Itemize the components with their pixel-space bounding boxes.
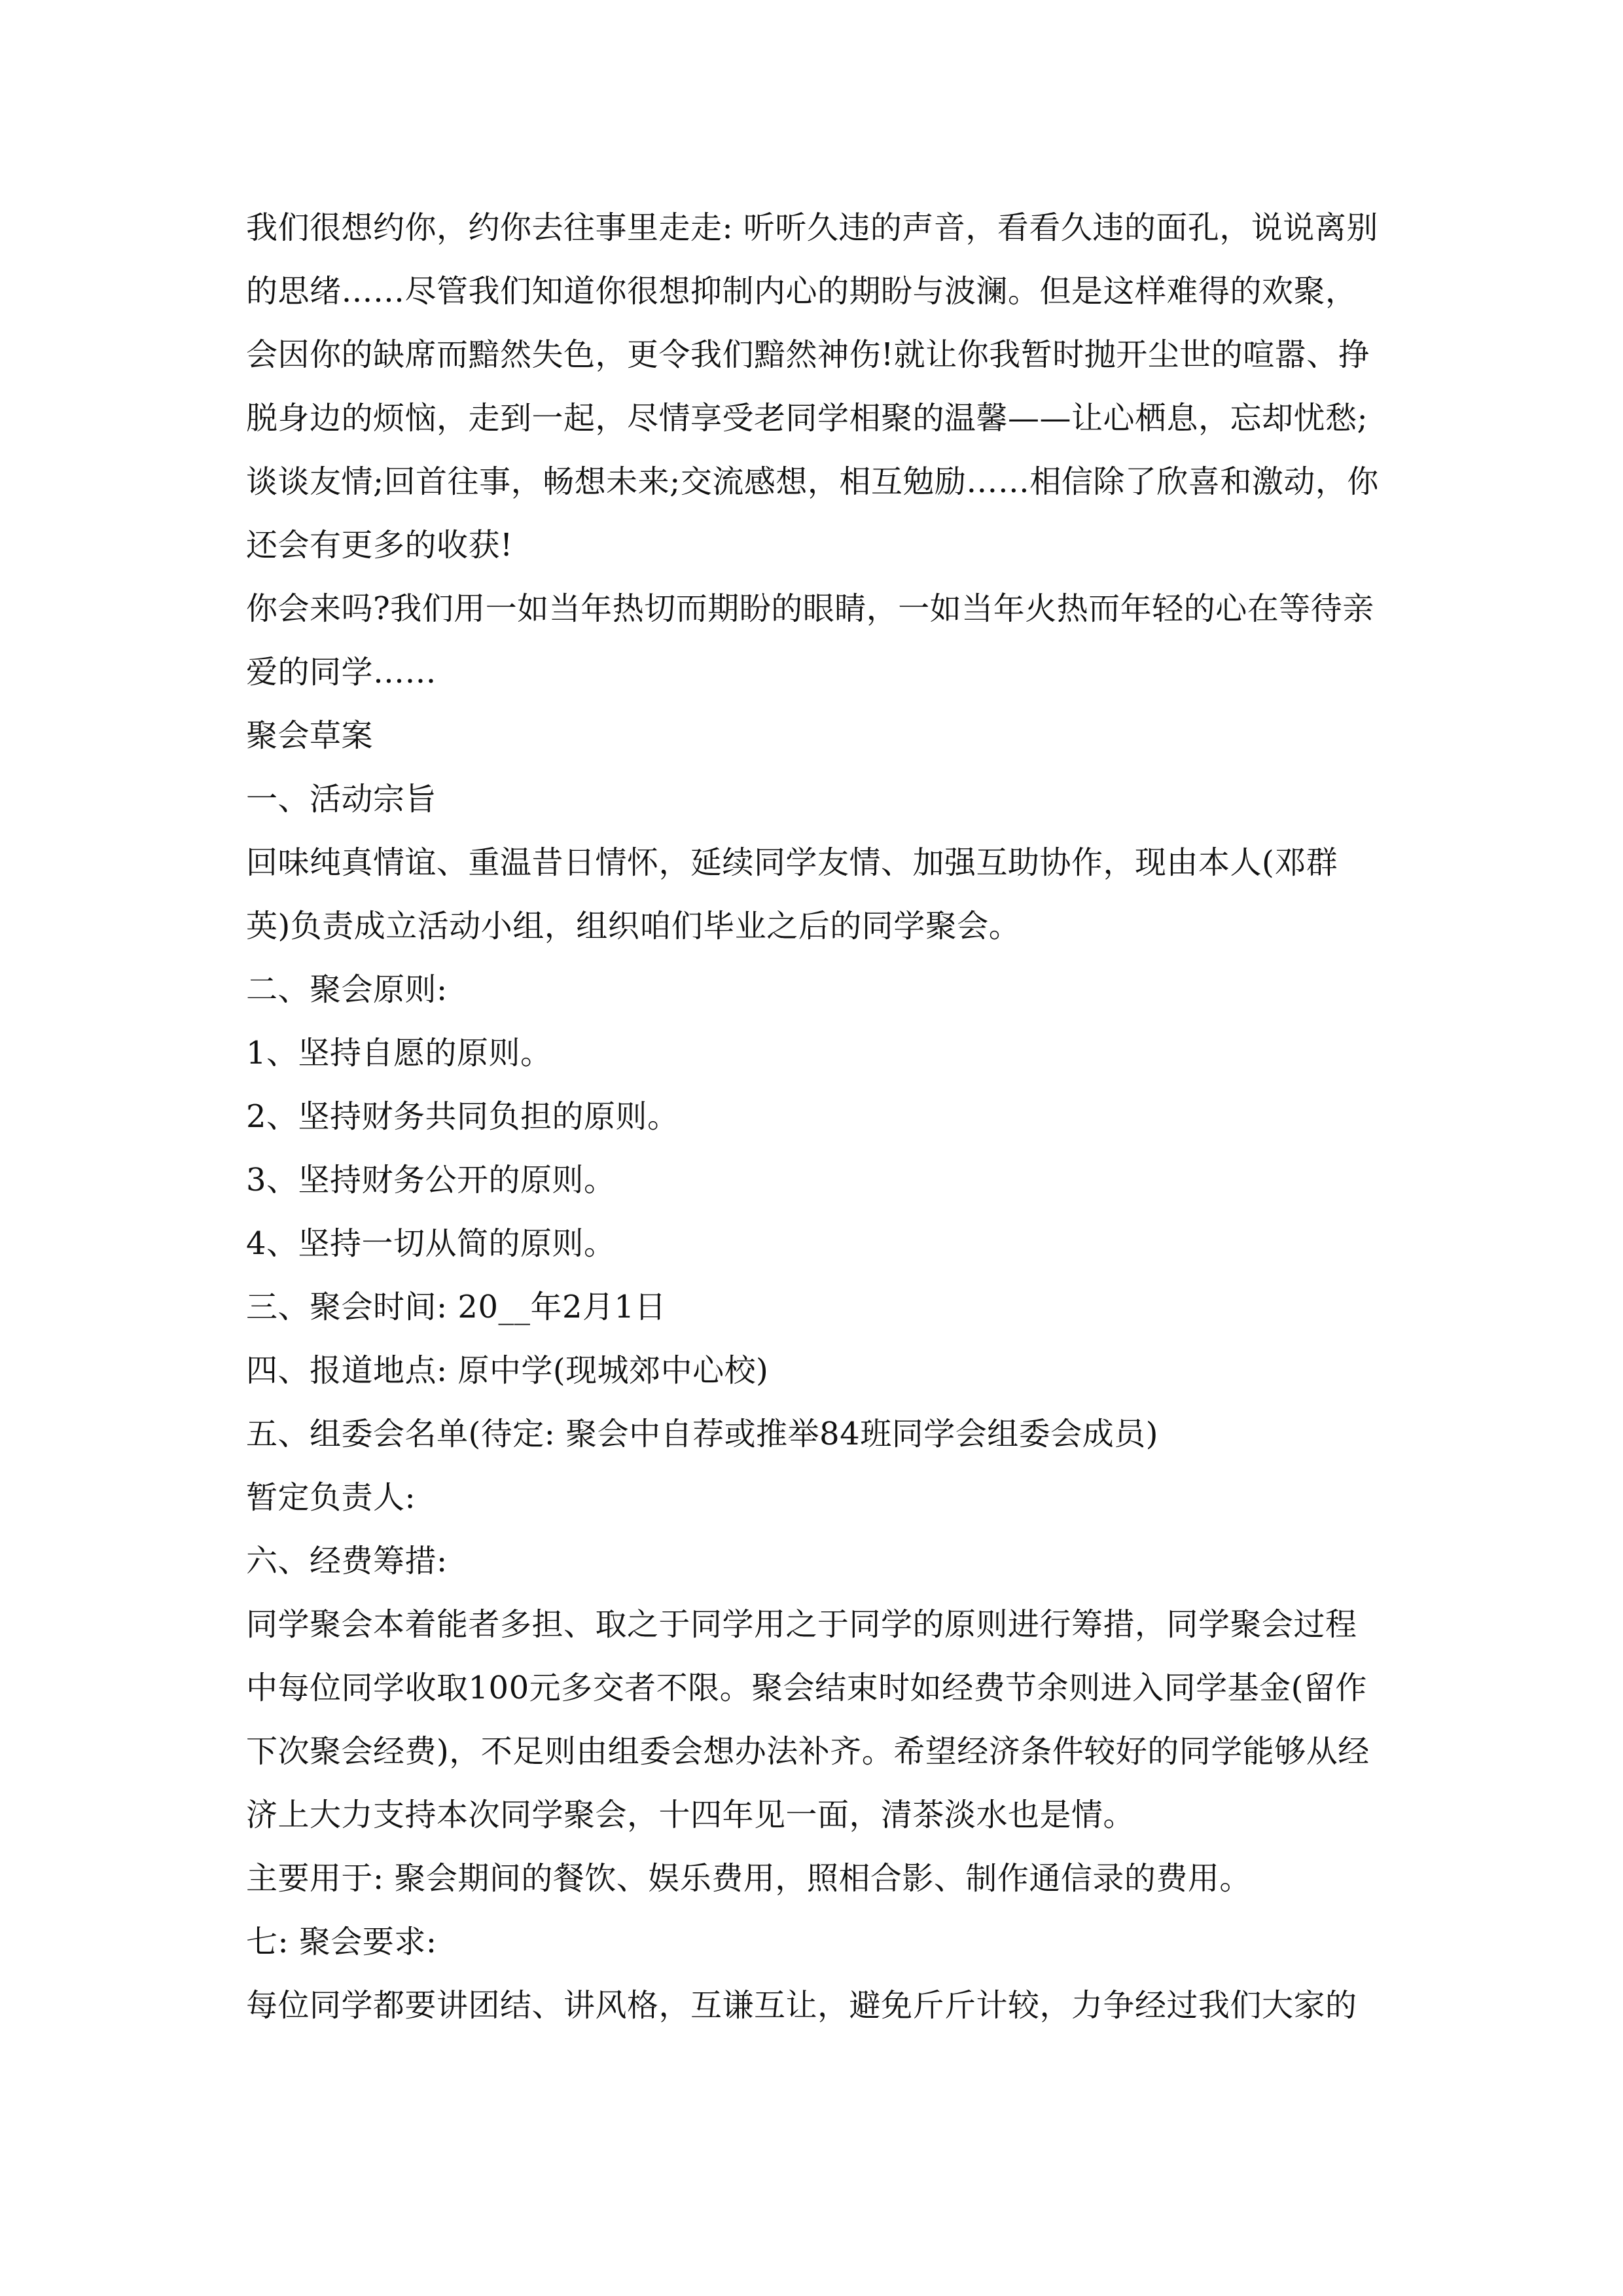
heading-principles: 二、聚会原则: (246, 971, 448, 1008)
heading-time: 三、聚会时间: 20__年2月1日 (246, 1289, 667, 1325)
heading-draft-plan: 聚会草案 (246, 717, 374, 754)
paragraph-responsible: 暂定负责人: (246, 1479, 416, 1516)
paragraph-will-you-come: 你会来吗?我们用一如当年热切而期盼的眼睛，一如当年火热而年轻的心在等待亲爱的同学…… (246, 590, 1374, 691)
principle-item-2: 2、坚持财务共同负担的原则。 (246, 1098, 679, 1135)
paragraph-invitation: 我们很想约你，约你去往事里走走: 听听久违的声音，看看久违的面孔，说说离别的思绪……尽管我们知道你很想抑制内心的期盼与波澜。但是这样难得的欢聚，会因你的缺席而黯然失色，更令我们黯然神伤!就让你我暂时抛开尘世的喧嚣、挣脱身边的烦恼，走到一起，尽情享受老同学相聚的温馨——让心栖息，忘却忧愁;谈谈友情;回首往事，畅想未来;交流感想，相互勉励……相信除了欣喜和激动，你还会有更多的收获! (246, 209, 1379, 564)
paragraph-requirements: 每位同学都要讲团结、讲风格，互谦互让，避免斤斤计较，力争经过我们大家的 (246, 1987, 1357, 2024)
paragraph-usage: 主要用于: 聚会期间的餐饮、娱乐费用，照相合影、制作通信录的费用。 (246, 1860, 1251, 1897)
heading-purpose: 一、活动宗旨 (246, 781, 437, 817)
paragraph-funding: 同学聚会本着能者多担、取之于同学用之于同学的原则进行筹措，同学聚会过程中每位同学收取100元多交者不限。聚会结束时如经费节余则进入同学基金(留作下次聚会经费)，不足则由组委会想办法补齐。希望经济条件较好的同学能够从经济上大力支持本次同学聚会，十四年见一面，清茶淡水也是情。 (246, 1606, 1370, 1833)
principle-item-3: 3、坚持财务公开的原则。 (246, 1162, 616, 1198)
document-body (246, 196, 1382, 2037)
heading-committee: 五、组委会名单(待定: 聚会中自荐或推举84班同学会组委会成员) (246, 1416, 1158, 1452)
principle-item-4: 4、坚持一切从简的原则。 (246, 1225, 616, 1262)
heading-requirements: 七: 聚会要求: (246, 1924, 437, 1960)
paragraph-purpose: 回味纯真情谊、重温昔日情怀，延续同学友情、加强互助协作，现由本人(邓群英)负责成立活动小组，组织咱们毕业之后的同学聚会。 (246, 844, 1338, 944)
principle-item-1: 1、坚持自愿的原则。 (246, 1035, 552, 1071)
heading-location: 四、报道地点: 原中学(现城郊中心校) (246, 1352, 769, 1389)
heading-funding: 六、经费筹措: (246, 1543, 448, 1579)
